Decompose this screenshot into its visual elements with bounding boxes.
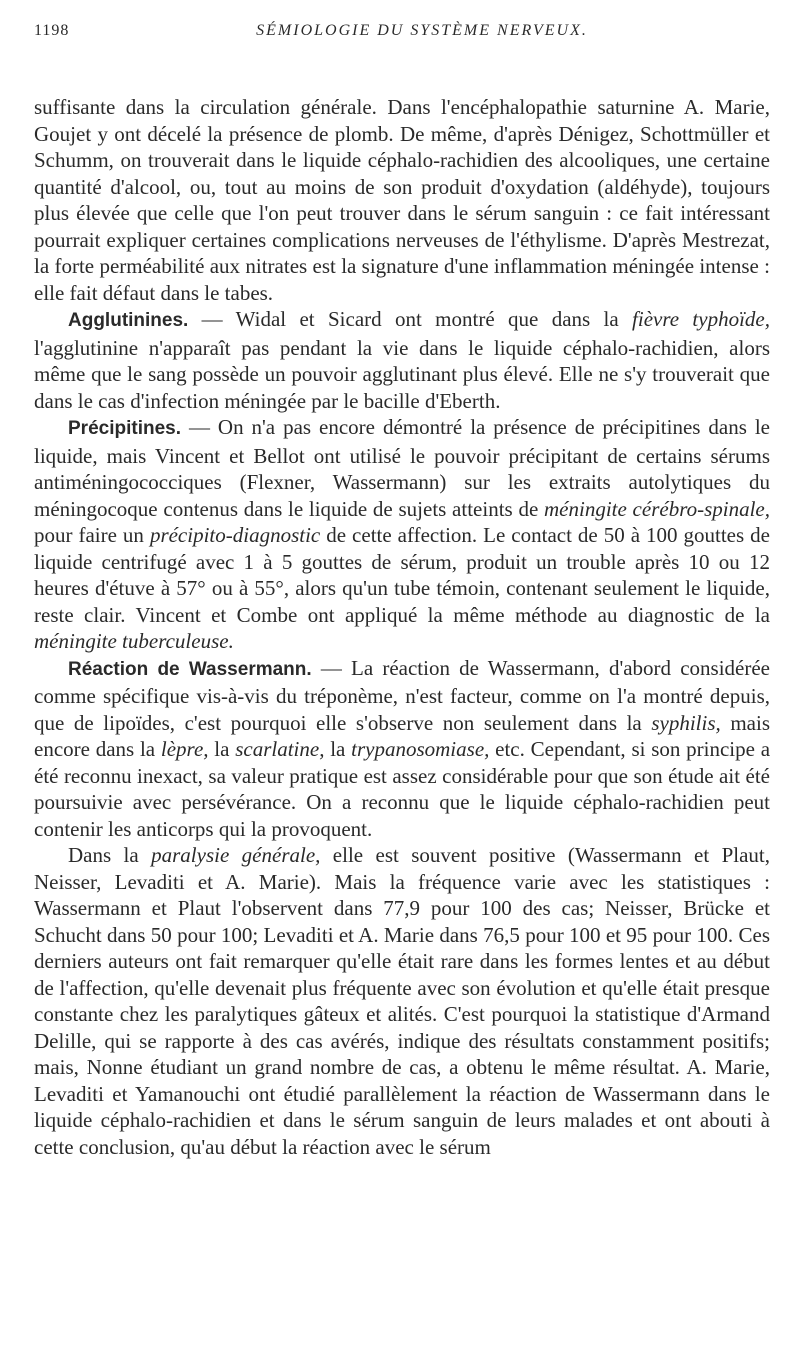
italic-term: précipito-diagnostic [149,523,321,547]
page-header [34,20,770,50]
section-head-precipitines: Précipitines. [68,418,181,439]
paragraph-text: — On n'a pas encore démontré la présence de précipitines dans le liquide, mais Vincent et Bellot ont utilisé le pouvoir précipitant de certains sérums antiméningococciques (Flexner, Wassermann) sur les extraits autolytiques du méningocoque contenus dans le liquide de sujets atteints de [34,415,770,521]
italic-term: trypanosomiase, [351,737,490,761]
italic-term: méningite cérébro-spinale, [544,496,770,521]
paragraph-text: la [324,737,352,761]
italic-term: syphilis, [651,710,721,735]
section-head-wassermann: Réaction de Wassermann. [68,658,312,680]
body-text [34,94,770,1160]
paragraph-text: — La réaction de Wassermann, d'abord considérée comme spécifique vis-à-vis du tréponème, n'est facteur, comme on l'a montré depuis, que de lipoïdes, c'est pourquoi elle s'observe non seulement dans la [34,655,771,735]
paragraph-text: l'agglutinine n'apparaît pas pendant la vie dans le liquide céphalo-rachidien, alors même que le sang possède un pouvoir agglutinant plus élevé. Elle ne s'y trouverait que dans le cas d'infection méningée par le bacille d'Eberth. [34,335,770,413]
paragraph-text: Dans la [68,843,152,867]
paragraph-wassermann [34,655,770,843]
paragraph-text: — Widal et Sicard ont montré que dans la [188,307,633,331]
paragraph-text: la [208,737,236,761]
paragraph-text: elle est souvent positive (Wassermann et Plaut, Neisser, Levaditi et A. Marie). Mais la fréquence varie avec les statistiques : Wassermann et Plaut l'observent dans 77,9 pour 100 des cas; Neisser, Brücke et Schucht dans 50 pour 100; Levaditi et A. Marie dans 76,5 pour 100 et 95 pour 100. Ces derniers auteurs ont fait remarquer qu'elle était rare dans les formes lentes et au début de l'affection, qu'elle devenait plus fréquente avec son évolution et qu'elle était presque constante chez les paralytiques gâteux et alités. C'est pourquoi la statistique d'Armand Delille, qui se rapporte à des cas avérés, indique des résultats constamment positifs; mais, Nonne étudiant un grand nombre de cas, a obtenu le même résultat. A. Marie, Levaditi et Yamanouchi ont étudié parallèlement la réaction de Wassermann dans le liquide céphalo-rachidien et dans le sérum sanguin de leurs malades et ont abouti à cette conclusion, qu'au début la réaction avec le sérum [34,843,770,1159]
paragraph-encephalopathie [34,94,770,306]
italic-term: lèpre, [160,737,209,761]
paragraph-text: de cette affection. Le contact de 50 à 100 gouttes de liquide centrifugé avec 1 à 5 gouttes de sérum, produit un trouble après 10 ou 12 heures d'étuve à 57° ou à 55°, alors qu'un tube témoin, contenant seulement le liquide, reste clair. Vincent et Combe ont appliqué la même méthode au diagnostic de la [34,523,770,627]
section-head-agglutinines: Agglutinines. [68,310,189,331]
paragraph-precipitines [34,414,770,655]
running-head: SÉMIOLOGIE DU SYSTÈME NERVEUX. [256,22,588,39]
book-page [34,20,770,1160]
italic-term: méningite tuberculeuse. [34,629,234,653]
italic-term: scarlatine, [235,737,325,761]
paragraph-text: suffisante dans la circulation générale. Dans l'encéphalopathie saturnine A. Marie, Goujet y ont décelé la présence de plomb. De même, d'après Dénigez, Schottmüller et Schumm, on trouverait dans le liquide céphalo-rachidien des alcooliques, une certaine quantité d'alcool, ou, tout au moins de son produit d'oxydation (aldéhyde), toujours plus élevée que celle que l'on peut trouver dans le sérum sanguin : ce fait intéressant pourrait expliquer certaines complications nerveuses de l'éthylisme. D'après Mestrezat, la forte perméabilité aux nitrates est la signature d'une inflammation méningée intense : elle fait défaut dans le tabes. [34,95,770,305]
paragraph-text: pour faire un [34,523,150,547]
italic-term: fièvre typhoïde, [632,307,770,331]
paragraph-text: etc. Cependant, si son principe a été reconnu inexact, sa valeur pratique est assez considérable pour que son étude ait été poursuivie avec persévérance. On a reconnu que le liquide céphalo-rachidien peut contenir les anticorps qui la provoquent. [34,737,771,841]
paragraph-paralysie-generale [34,842,770,1160]
page-number: 1198 [34,22,70,39]
italic-term: paralysie générale, [151,843,321,867]
paragraph-text: mais encore dans la [34,710,770,761]
paragraph-agglutinines [34,306,770,414]
